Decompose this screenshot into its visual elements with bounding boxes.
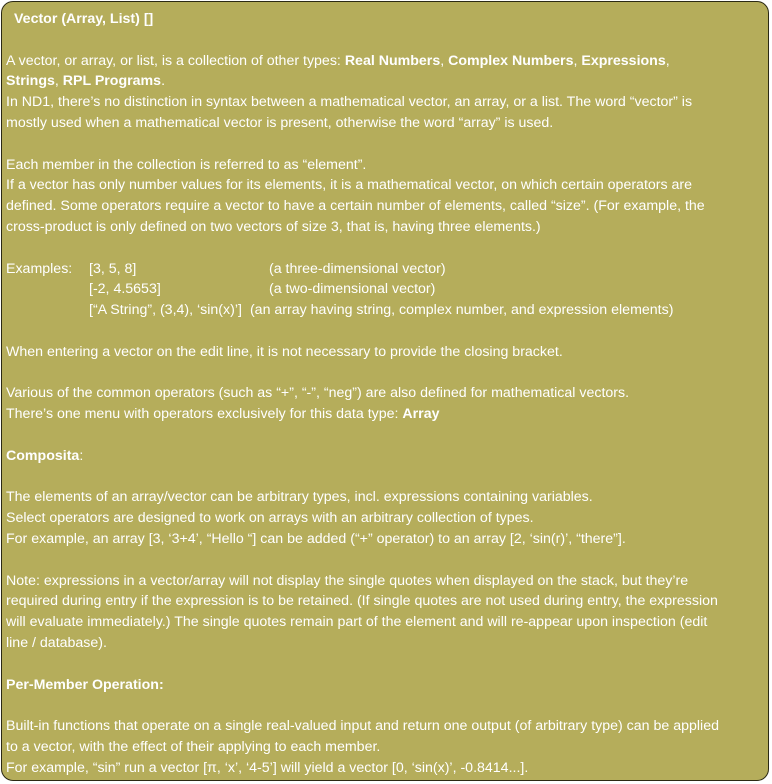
examples-label-spacer xyxy=(6,279,89,300)
intro-period: . xyxy=(161,73,166,90)
example-code: [-2, 4.5653] xyxy=(89,281,161,298)
note-line-4: line / database). xyxy=(6,634,107,651)
example-code: [“A String”, (3,4), ‘sin(x)’] xyxy=(89,302,242,319)
per-member-line-1: Built-in functions that operate on a single real-valued input and return one output (of arbitrary type) can be applied xyxy=(6,718,719,735)
intro-line-2 xyxy=(6,71,764,92)
example-code: [3, 5, 8] xyxy=(89,260,137,277)
type-strings: Strings xyxy=(6,73,55,90)
type-expressions: Expressions xyxy=(581,52,666,69)
note-line-3: will evaluate immediately.) The single quotes remain part of the element and will re-appear upon inspection (edit xyxy=(6,614,708,631)
example-row xyxy=(6,300,764,321)
example-description: (a two-dimensional vector) xyxy=(269,281,436,298)
per-member-line-2: to a vector, with the effect of their applying to each member. xyxy=(6,738,381,755)
composita-heading xyxy=(6,446,764,467)
intro-line-1 xyxy=(6,51,764,72)
intro-text: A vector, or array, or list, is a collection of other types: xyxy=(6,52,345,69)
per-member-line-3: For example, “sin” run a vector [π, ‘x’, ‘4-5’] will yield a vector [0, ‘sin(x)’, -0.8414...]. xyxy=(6,759,529,776)
note-line-2: required during entry if the expression is to be retained. (If single quotes are not used during entry, the expression xyxy=(6,593,718,610)
examples-label-spacer xyxy=(6,300,89,321)
intro-paragraph xyxy=(6,51,764,134)
example-row xyxy=(6,259,764,280)
operators-line-2 xyxy=(6,404,764,425)
type-complex-numbers: Complex Numbers xyxy=(448,52,574,69)
intro-separator: , xyxy=(573,52,582,69)
operators-paragraph xyxy=(6,383,764,425)
elements-paragraph xyxy=(6,155,764,238)
composita-paragraph xyxy=(6,487,764,549)
intro-separator: , xyxy=(665,52,670,69)
example-description: (a three-dimensional vector) xyxy=(269,260,446,277)
per-member-heading-text: Per-Member Operation: xyxy=(6,676,164,693)
array-menu-name: Array xyxy=(402,406,440,423)
type-real-numbers: Real Numbers xyxy=(344,52,441,69)
examples-block xyxy=(6,259,764,321)
elements-line-3: defined. Some operators require a vector to have a certain number of elements, called “size”. (For example, the xyxy=(6,198,705,215)
per-member-paragraph xyxy=(6,716,764,778)
type-rpl-programs: RPL Programs xyxy=(62,73,162,90)
vector-help-card xyxy=(1,1,769,781)
composita-line-1: The elements of an array/vector can be arbitrary types, incl. expressions containing variables. xyxy=(6,489,593,506)
note-paragraph xyxy=(6,571,764,654)
note-line-1: Note: expressions in a vector/array will not display the single quotes when displayed on the stack, but they’re xyxy=(6,572,689,589)
per-member-heading xyxy=(6,675,764,696)
composita-heading-text: Composita xyxy=(6,447,80,464)
operators-text: There’s one menu with operators exclusively for this data type: xyxy=(6,406,403,423)
example-description: (an array having string, complex number, and expression elements) xyxy=(249,302,674,319)
intro-line-4: mostly used when a mathematical vector is present, otherwise the word “array” is used. xyxy=(6,114,554,131)
elements-line-2: If a vector has only number values for its elements, it is a mathematical vector, on which certain operators are xyxy=(6,177,693,194)
composita-heading-colon: : xyxy=(79,447,84,464)
examples-label: Examples: xyxy=(6,260,73,277)
page-title: Vector (Array, List) [] xyxy=(14,11,154,27)
example-row xyxy=(6,279,764,300)
operators-line-1: Various of the common operators (such as “+”, “-”, “neg”) are also defined for mathematical vectors. xyxy=(6,385,630,402)
intro-separator: , xyxy=(54,73,63,90)
elements-line-1: Each member in the collection is referred to as “element”. xyxy=(6,156,367,173)
intro-separator: , xyxy=(440,52,449,69)
composita-line-2: Select operators are designed to work on arrays with an arbitrary collection of types. xyxy=(6,510,534,527)
composita-line-3: For example, an array [3, ‘3+4’, “Hello “] can be added (“+” operator) to an array [2, ‘sin(r)’, “there”]. xyxy=(6,530,626,547)
edit-line-note: When entering a vector on the edit line, it is not necessary to provide the closing bracket. xyxy=(6,343,563,360)
intro-line-3: In ND1, there’s no distinction in syntax between a mathematical vector, an array, or a list. The word “vector” is xyxy=(6,94,693,111)
elements-line-4: cross-product is only defined on two vectors of size 3, that is, having three elements.) xyxy=(6,218,541,235)
